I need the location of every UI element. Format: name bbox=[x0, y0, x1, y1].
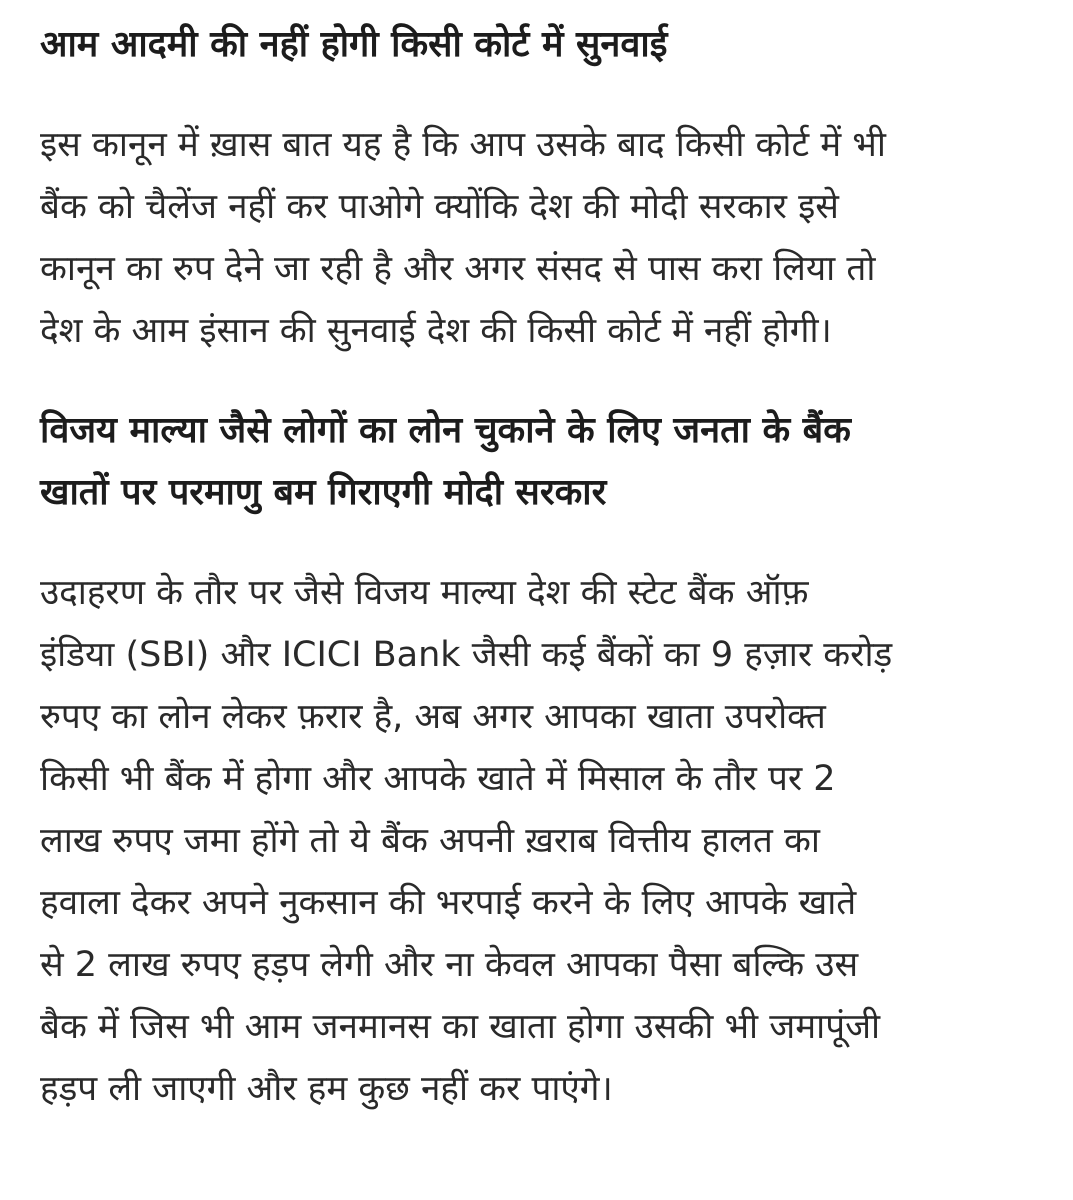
heading-line: विजय माल्या जैसे लोगों का लोन चुकाने के लिए जनता के बैंक bbox=[40, 410, 851, 451]
paragraph-mallya-loan bbox=[40, 562, 1033, 1120]
paragraph-line: किसी भी बैंक में होगा और आपके खाते में मिसाल के तौर पर 2 bbox=[40, 759, 836, 799]
paragraph-line: इंडिया (SBI) और ICICI Bank जैसी कई बैंकों का 9 हज़ार करोड़ bbox=[40, 635, 893, 675]
paragraph-line: देश के आम इंसान की सुनवाई देश की किसी कोर्ट में नहीं होगी। bbox=[40, 311, 832, 351]
paragraph-line: हड़प ली जाएगी और हम कुछ नहीं कर पाएंगे। bbox=[40, 1069, 613, 1109]
paragraph-line: उदाहरण के तौर पर जैसे विजय माल्या देश की स्टेट बैंक ऑफ़ bbox=[40, 573, 809, 613]
paragraph-line: कानून का रुप देने जा रही है और अगर संसद से पास करा लिया तो bbox=[40, 249, 876, 289]
paragraph-line: इस कानून में ख़ास बात यह है कि आप उसके बाद किसी कोर्ट में भी bbox=[40, 125, 886, 165]
heading-line: खातों पर परमाणु बम गिराएगी मोदी सरकार bbox=[40, 472, 607, 513]
paragraph-line: से 2 लाख रुपए हड़प लेगी और ना केवल आपका पैसा बल्कि उस bbox=[40, 945, 859, 985]
heading-line: आम आदमी की नहीं होगी किसी कोर्ट में सुनवाई bbox=[40, 24, 668, 65]
paragraph-line: रुपए का लोन लेकर फ़रार है, अब अगर आपका खाता उपरोक्त bbox=[40, 697, 826, 737]
section-heading-mallya-loan bbox=[40, 400, 1033, 524]
paragraph-line: हवाला देकर अपने नुकसान की भरपाई करने के लिए आपके खाते bbox=[40, 883, 857, 923]
paragraph-line: बैंक को चैलेंज नहीं कर पाओगे क्योंकि देश की मोदी सरकार इसे bbox=[40, 187, 839, 227]
paragraph-line: बैक में जिस भी आम जनमानस का खाता होगा उसकी भी जमापूंजी bbox=[40, 1007, 881, 1047]
section-heading-court-hearing bbox=[40, 14, 1033, 76]
paragraph-court-hearing bbox=[40, 114, 1033, 362]
paragraph-line: लाख रुपए जमा होंगे तो ये बैंक अपनी ख़राब वित्तीय हालत का bbox=[40, 821, 820, 861]
